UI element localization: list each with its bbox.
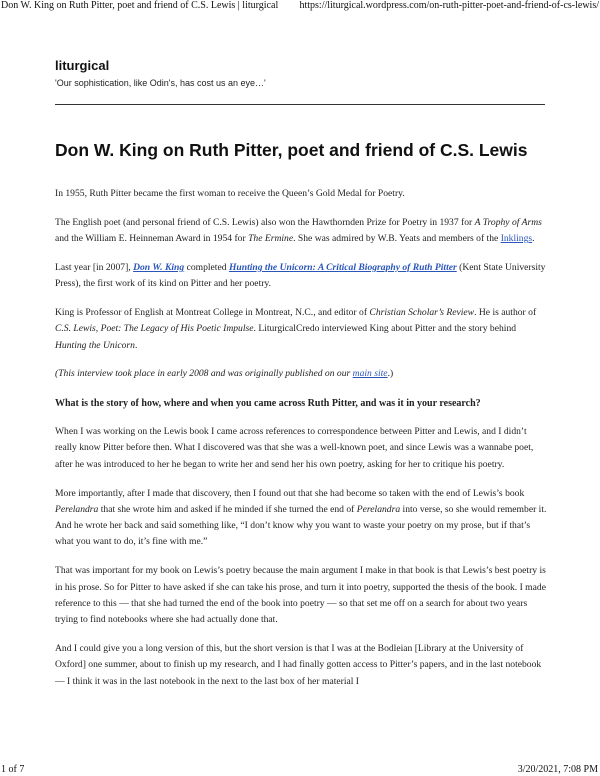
paragraph-awards: The English poet (and personal friend of C.S. Lewis) also won the Hawthornden Prize for Poetry in 1937 for A Trophy of Arms and the William E. Heinneman Award in 1954 for The Ermine. She was admired by W.B. Yeats and members of the Inklings. bbox=[55, 216, 542, 245]
print-url: https://liturgical.wordpress.com/on-ruth-pitter-poet-and-friend-of-cs-lewis/ bbox=[299, 0, 599, 11]
print-page-title: Don W. King on Ruth Pitter, poet and friend of C.S. Lewis | liturgical bbox=[1, 0, 279, 11]
interview-question: What is the story of how, where and when you came across Ruth Pitter, and was it in your research? bbox=[55, 398, 481, 410]
paragraph-interview-note: (This interview took place in early 2008 and was originally published on our main site.) bbox=[55, 368, 394, 380]
book-link[interactable]: Hunting the Unicorn: A Critical Biography of Ruth Pitter bbox=[228, 261, 457, 273]
main-site-link[interactable]: main site bbox=[352, 368, 388, 380]
answer-paragraph: More importantly, after I made that discovery, then I found out that she had become so taken with the end of Lewis’s book Perelandra that she wrote him and asked if he minded if she turned the end of Perelandra into verse, so she would remember it. And he wrote her back and said something like, “I don’t know why you want to waste your poetry on my prose, but if that’s what you want to do, it’s fine with me.” bbox=[55, 487, 547, 548]
paragraph-author-bio: King is Professor of English at Montreat College in Montreat, N.C., and editor of Christian Scholar’s Review. He is author of C.S. Lewis, Poet: The Legacy of His Poetic Impulse. LiturgicalCredo interviewed King about Pitter and the story behind Hunting the Unicorn. bbox=[55, 306, 537, 351]
book-title: The Ermine bbox=[248, 233, 294, 245]
book-title: A Trophy of Arms bbox=[474, 216, 542, 228]
answer-paragraph: And I could give you a long version of this, but the short version is that I was at the Bodleian [Library at the University of Oxford] one summer, about to finish up my research, and I had finally gotten access to Pitter’s papers, and in the last notebook — I think it was in the last notebook in the next to the last box of her material I bbox=[55, 642, 542, 687]
paragraph-book: Last year [in 2007], Don W. King completed Hunting the Unicorn: A Critical Biography of Ruth Pitter (Kent State University Press), the first work of its kind on Pitter and her poetry. bbox=[55, 261, 546, 290]
site-tagline: 'Our sophistication, like Odin's, has cost us an eye…' bbox=[55, 78, 266, 88]
post-title: Don W. King on Ruth Pitter, poet and friend of C.S. Lewis bbox=[55, 140, 528, 160]
answer-paragraph: When I was working on the Lewis book I came across references to correspondence between Pitter and Lewis, and I didn’t really know Pitter before then. What I discovered was that she was a well-known poet, and since Lewis was a wannabe poet, after he was introduced to her he began to write her and send her his own poetry, asking for her to critique his poetry. bbox=[55, 426, 534, 470]
article-body bbox=[55, 186, 549, 702]
paragraph-intro: In 1955, Ruth Pitter became the first woman to receive the Queen’s Gold Medal for Poetry. bbox=[55, 188, 405, 199]
inklings-link[interactable]: Inklings bbox=[500, 233, 533, 245]
print-footer bbox=[0, 764, 600, 776]
page-number: 1 of 7 bbox=[1, 764, 25, 775]
print-header bbox=[0, 0, 600, 12]
print-datetime: 3/20/2021, 7:08 PM bbox=[517, 764, 598, 775]
answer-paragraph: That was important for my book on Lewis’s poetry because the main argument I make in that book is that Lewis’s best poetry is in his prose. So for Pitter to have asked if she can take his prose, and turn it into poetry, supported the thesis of the book. I made reference to this — that she had turned the end of the book into poetry — so that set me off on a search for about two years trying to find notebooks where she had actually done that. bbox=[55, 565, 546, 626]
site-title[interactable]: liturgical bbox=[55, 58, 110, 73]
header-divider bbox=[55, 104, 545, 105]
author-link[interactable]: Don W. King bbox=[133, 261, 185, 273]
